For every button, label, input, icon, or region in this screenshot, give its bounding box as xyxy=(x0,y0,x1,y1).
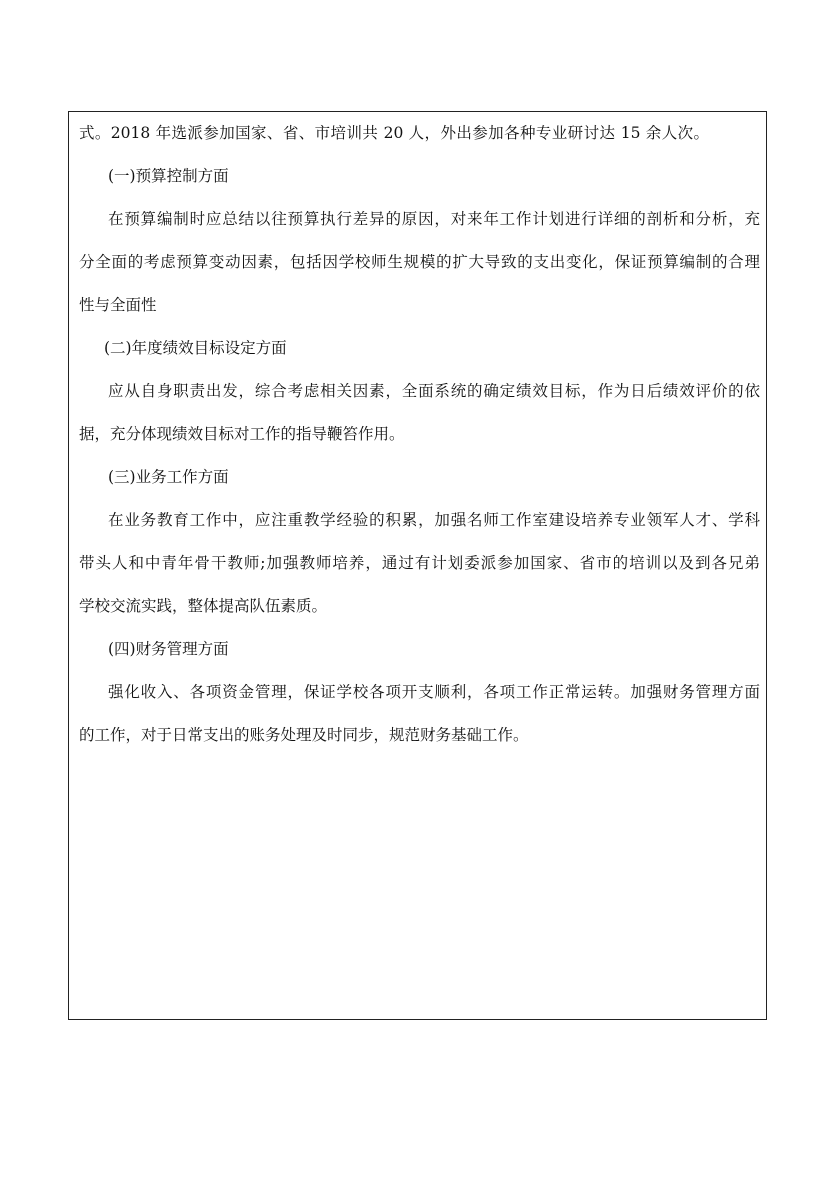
section-heading-financial-management: (四)财务管理方面 xyxy=(108,640,229,658)
section-heading-business-work: (三)业务工作方面 xyxy=(108,468,229,486)
paragraph-line: 据，充分体现绩效目标对工作的指导鞭笞作用。 xyxy=(79,425,405,443)
paragraph-line: 应从自身职责出发，综合考虑相关因素，全面系统的确定绩效目标，作为日后绩效评价的依 xyxy=(108,382,760,400)
paragraph-line: 强化收入、各项资金管理，保证学校各项开支顺利，各项工作正常运转。加强财务管理方面 xyxy=(108,683,760,701)
paragraph-line: 分全面的考虑预算变动因素，包括因学校师生规模的扩大导致的支出变化，保证预算编制的合理 xyxy=(79,253,760,271)
section-heading-annual-performance-goals: (二)年度绩效目标设定方面 xyxy=(104,339,287,357)
paragraph-line: 在预算编制时应总结以往预算执行差异的原因，对来年工作计划进行详细的剖析和分析，充 xyxy=(108,210,760,228)
paragraph-line: 带头人和中青年骨干教师;加强教师培养，通过有计划委派参加国家、省市的培训以及到各兄弟 xyxy=(79,554,760,572)
paragraph-line: 性与全面性 xyxy=(79,296,157,314)
section-heading-budget-control: (一)预算控制方面 xyxy=(108,167,229,185)
paragraph-line: 学校交流实践，整体提高队伍素质。 xyxy=(79,597,328,615)
paragraph-line: 的工作，对于日常支出的账务处理及时同步，规范财务基础工作。 xyxy=(79,726,529,744)
paragraph-line: 式。2018 年选派参加国家、省、市培训共 20 人，外出参加各种专业研讨达 15 余人次。 xyxy=(79,124,709,142)
paragraph-line: 在业务教育工作中，应注重教学经验的积累，加强名师工作室建设培养专业领军人才、学科 xyxy=(108,511,760,529)
